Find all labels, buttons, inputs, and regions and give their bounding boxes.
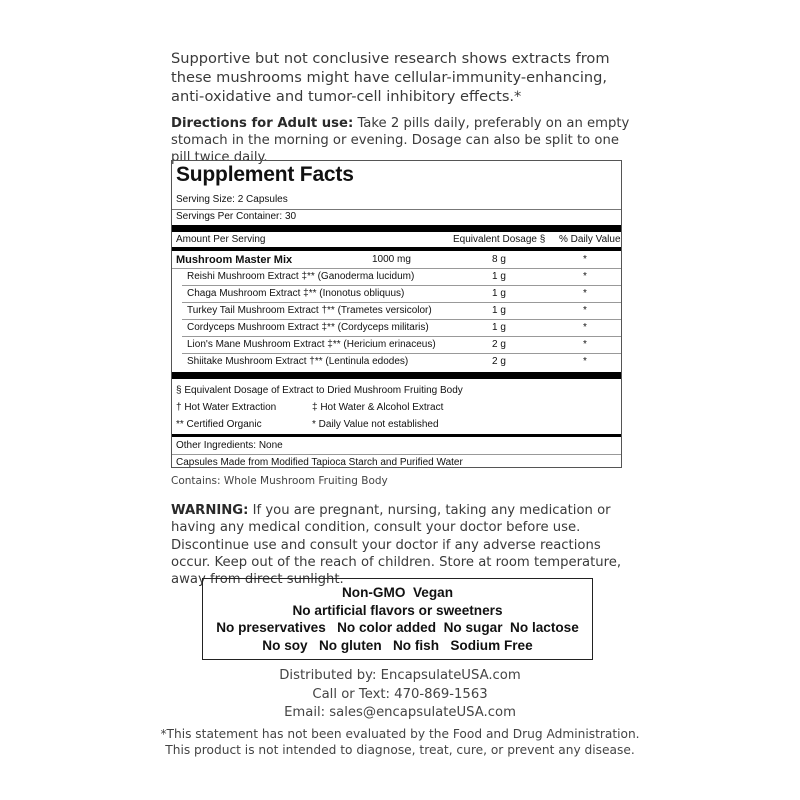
fda-disclaimer <box>0 726 800 758</box>
medium-divider <box>172 434 621 437</box>
table-row <box>172 337 621 354</box>
disclaimer-line: *This statement has not been evaluated by the Food and Drug Administration. <box>160 727 640 741</box>
blend-amount: 1000 mg <box>372 254 411 265</box>
supplement-facts-panel <box>171 160 622 468</box>
ingredient-dose: 2 g <box>492 356 506 367</box>
facts-title: Supplement Facts <box>176 163 354 186</box>
claims-line: No preservatives No color added No sugar No lactose <box>216 620 579 635</box>
claims-line: No soy No gluten No fish Sodium Free <box>262 637 533 653</box>
warning-label: WARNING: <box>171 503 249 518</box>
table-row <box>172 303 621 320</box>
other-ingredients: Other Ingredients: None <box>176 440 283 451</box>
ingredient-dv: * <box>583 305 587 316</box>
note-dv-not-established: * Daily Value not established <box>312 419 439 430</box>
header-daily-value: % Daily Value <box>559 234 621 245</box>
ingredient-dv: * <box>583 356 587 367</box>
ingredient-name: Turkey Tail Mushroom Extract †** (Trametes versicolor) <box>187 305 432 316</box>
table-row <box>172 354 621 371</box>
ingredient-dose: 1 g <box>492 271 506 282</box>
ingredient-dose: 1 g <box>492 305 506 316</box>
header-equivalent: Equivalent Dosage § <box>453 234 546 245</box>
phone-number: Call or Text: 470-869-1563 <box>312 686 488 702</box>
claims-line: Non-GMO Vegan <box>341 585 454 600</box>
serving-size: Serving Size: 2 Capsules <box>176 194 288 205</box>
servings-per-container: Servings Per Container: 30 <box>176 211 297 222</box>
ingredient-dose: 1 g <box>492 322 506 333</box>
claims-box <box>202 578 593 660</box>
ingredient-dose: 2 g <box>492 339 506 350</box>
ingredient-dv: * <box>583 288 587 299</box>
note-hot-water: † Hot Water Extraction <box>176 402 277 413</box>
medium-divider <box>172 247 621 251</box>
ingredient-dose: 1 g <box>492 288 506 299</box>
ingredient-dv: * <box>583 271 587 282</box>
blend-dose: 8 g <box>492 254 506 265</box>
ingredient-dv: * <box>583 339 587 350</box>
ingredient-name: Reishi Mushroom Extract ‡** (Ganoderma lucidum) <box>187 271 415 282</box>
table-row <box>172 269 621 286</box>
table-row <box>172 286 621 303</box>
blend-row <box>172 252 621 269</box>
distributor: Distributed by: EncapsulateUSA.com <box>279 668 521 683</box>
ingredient-dv: * <box>583 322 587 333</box>
thick-divider <box>172 225 621 232</box>
table-row <box>172 320 621 337</box>
distribution-info <box>0 667 800 723</box>
note-hot-water-alcohol: ‡ Hot Water & Alcohol Extract <box>312 402 444 413</box>
capsule-material: Capsules Made from Modified Tapioca Starch and Purified Water <box>176 457 463 468</box>
claims-line: No artificial flavors or sweetners <box>292 602 503 618</box>
directions-label: Directions for Adult use: <box>171 116 354 131</box>
warning-paragraph <box>171 502 631 588</box>
note-equivalent: § Equivalent Dosage of Extract to Dried Mushroom Fruiting Body <box>176 385 463 396</box>
blend-name: Mushroom Master Mix <box>176 254 293 266</box>
warning-text: If you are pregnant, nursing, taking any medication or having any medical condition, consult your doctor before use. Discontinue use and consult your doctor if any adverse reactions occur. Keep out of the reach of children. Store at room temperature, away from direct sunlight. <box>171 503 622 588</box>
blend-dv: * <box>583 254 587 265</box>
directions-paragraph <box>171 115 641 166</box>
disclaimer-line: This product is not intended to diagnose, treat, cure, or prevent any disease. <box>165 743 635 757</box>
ingredient-name: Lion's Mane Mushroom Extract ‡** (Hericium erinaceus) <box>187 339 436 350</box>
divider <box>172 454 621 455</box>
email-address: Email: sales@encapsulateUSA.com <box>284 705 516 720</box>
ingredient-name: Cordyceps Mushroom Extract ‡** (Cordyceps militaris) <box>187 322 429 333</box>
directions-text: Take 2 pills daily, preferably on an empty stomach in the morning or evening. Dosage can also be split to one pill twice daily. <box>171 116 630 165</box>
note-organic: ** Certified Organic <box>176 419 262 430</box>
thick-divider <box>172 372 621 379</box>
intro-paragraph: Supportive but not conclusive research shows extracts from these mushrooms might have cellular-immunity-enhancing, anti-oxidative and tumor-cell inhibitory effects.* <box>171 50 610 105</box>
ingredient-name: Chaga Mushroom Extract ‡** (Inonotus obliquus) <box>187 288 405 299</box>
header-amount: Amount Per Serving <box>176 234 266 245</box>
ingredient-name: Shiitake Mushroom Extract †** (Lentinula edodes) <box>187 356 409 367</box>
divider <box>172 209 621 210</box>
contains-note: Contains: Whole Mushroom Fruiting Body <box>171 475 388 487</box>
